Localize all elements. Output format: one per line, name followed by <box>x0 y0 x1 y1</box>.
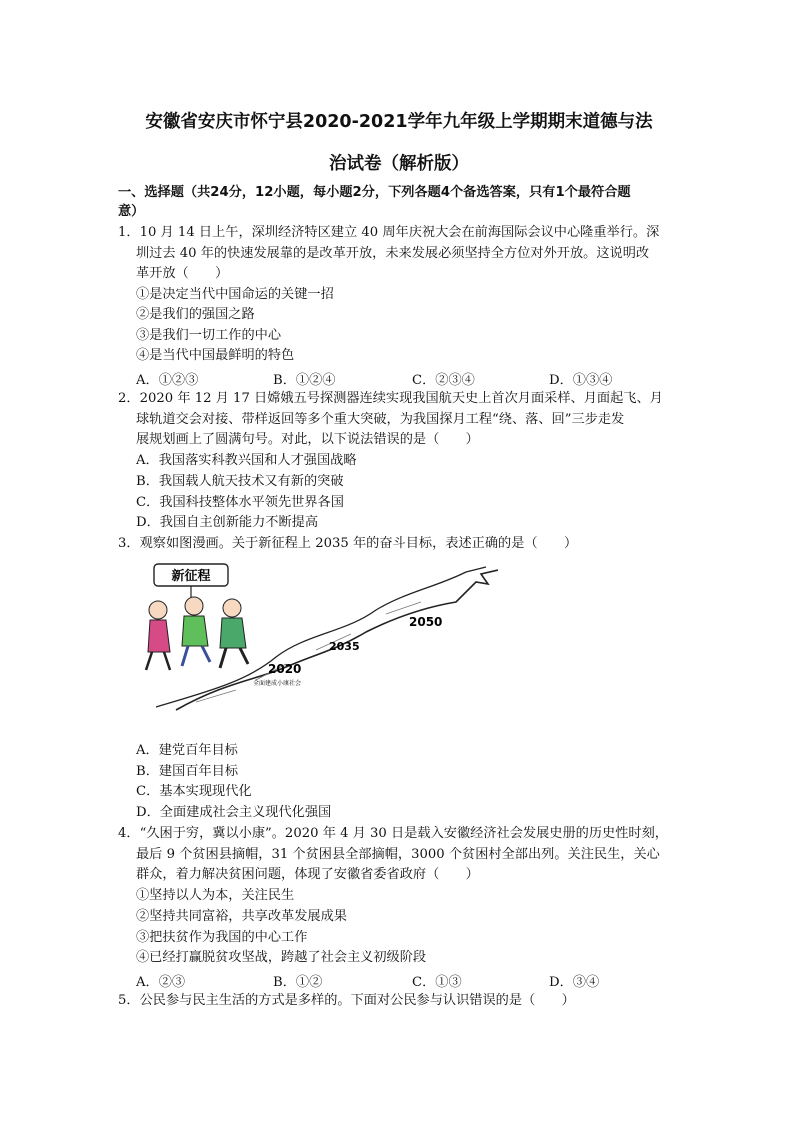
q1-stem: 1．10 月 14 日上午，深圳经济特区建立 40 周年庆祝大会在前海国际会议中心隆重举行。深 <box>118 225 660 240</box>
q4-option-b: B．①② <box>273 975 323 990</box>
q4-item-4: ④已经打赢脱贫攻坚战，跨越了社会主义初级阶段 <box>136 950 427 965</box>
q1-item-4: ④是当代中国最鲜明的特色 <box>136 348 295 363</box>
q4-option-d: D．③④ <box>549 975 600 990</box>
q2-stem-cont: 球轨道交会对接、带样返回等多个重大突破，为我国探月工程“绕、落、回”三步走发 <box>136 412 625 427</box>
q3-choice-a: A．建党百年目标 <box>136 743 238 758</box>
q1-stem-cont: 圳过去 40 年的快速发展靠的是改革开放，未来发展必须坚持全方位对外开放。这说明改 <box>136 246 650 261</box>
q4-item-2: ②坚持共同富裕，共享改革发展成果 <box>136 909 347 924</box>
q2-choice-b: B．我国载人航天技术又有新的突破 <box>136 474 344 489</box>
q2-choice-c: C．我国科技整体水平领先世界各国 <box>136 495 344 510</box>
new-journey-cartoon <box>136 562 498 712</box>
q4-item-3: ③把扶贫作为我国的中心工作 <box>136 930 308 945</box>
q2-stem: 2．2020 年 12 月 17 日嫦娥五号探测器连续实现我国航天史上首次月面采样、月面起飞、月 <box>118 391 663 406</box>
year-2020-label: 2020 <box>268 662 302 676</box>
exam-title-line2: 治试卷（解析版） <box>329 154 469 174</box>
year-2050-label: 2050 <box>409 615 443 629</box>
q2-stem-cont: 展规划画上了圆满句号。对此，以下说法错误的是（ ） <box>136 432 479 447</box>
cartoon-caption: 全面建成小康社会 <box>253 680 302 687</box>
q4-stem: 4．“久困于穷，冀以小康”。2020 年 4 月 30 日是载入安徽经济社会发展史册的历史性时刻， <box>118 826 668 841</box>
q4-item-1: ①坚持以人为本，关注民生 <box>136 888 295 903</box>
year-2035-label: 2035 <box>329 640 360 653</box>
exam-title-line1: 安徽省安庆市怀宁县2020-2021学年九年级上学期期末道德与法 <box>145 112 653 132</box>
q3-choice-b: B．建国百年目标 <box>136 764 239 779</box>
section-header-cont: 意） <box>118 204 145 219</box>
q2-choice-d: D．我国自主创新能力不断提高 <box>136 515 319 530</box>
q5-stem: 5．公民参与民主生活的方式是多样的。下面对公民参与认识错误的是（ ） <box>118 993 575 1008</box>
cartoon-sign-label: 新征程 <box>171 569 211 584</box>
q1-item-3: ③是我们一切工作的中心 <box>136 328 282 343</box>
q4-option-c: C．①③ <box>412 975 462 990</box>
q1-stem-cont: 革开放（ ） <box>136 266 229 281</box>
q1-option-d: D．①③④ <box>549 373 613 388</box>
q3-choice-d: D．全面建成社会主义现代化强国 <box>136 805 332 820</box>
q1-option-c: C．②③④ <box>412 373 475 388</box>
q4-stem-cont: 群众，着力解决贫困问题，体现了安徽省委省政府（ ） <box>136 867 479 882</box>
q4-stem-cont: 最后 9 个贫困县摘帽，31 个贫困县全部摘帽，3000 个贫困村全部出列。关注民生，关心 <box>136 847 660 862</box>
q1-option-b: B．①②④ <box>273 373 336 388</box>
q3-choice-c: C．基本实现现代化 <box>136 784 252 799</box>
q4-option-a: A．②③ <box>136 975 186 990</box>
q2-choice-a: A．我国落实科教兴国和人才强国战略 <box>136 453 357 468</box>
q1-item-2: ②是我们的强国之路 <box>136 307 255 322</box>
runner-figures-icon <box>146 597 248 670</box>
q3-stem: 3．观察如图漫画。关于新征程上 2035 年的奋斗目标，表述正确的是（ ） <box>118 536 578 551</box>
section-header: 一、选择题（共24分，12小题，每小题2分，下列各题4个备选答案，只有1个最符合题 <box>118 185 631 200</box>
q1-item-1: ①是决定当代中国命运的关键一招 <box>136 287 334 302</box>
q1-option-a: A．①②③ <box>136 373 199 388</box>
